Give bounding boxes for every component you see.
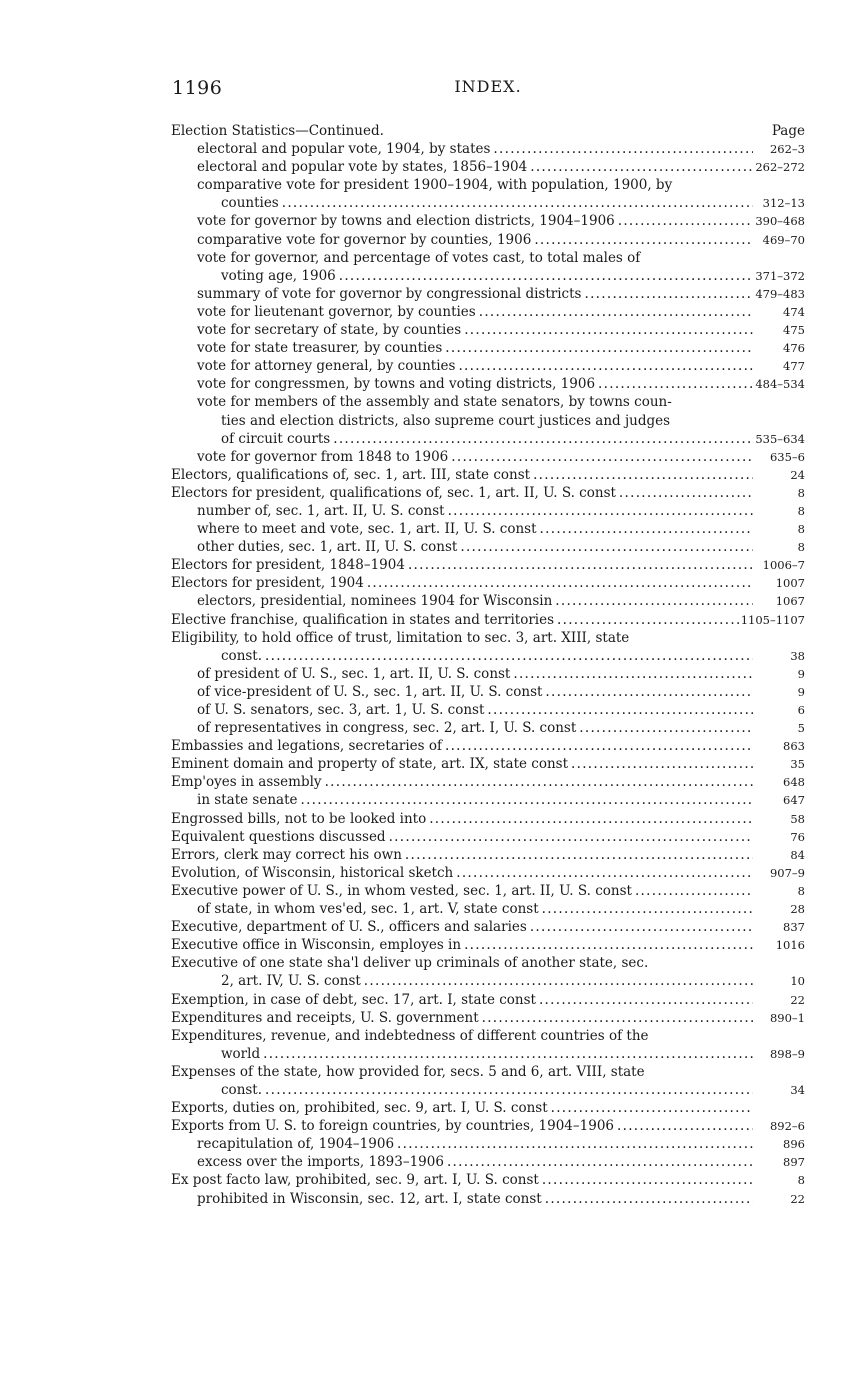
entry-text: prohibited in Wisconsin, sec. 12, art. I, state const <box>197 1190 542 1207</box>
entry-text: Executive of one state sha'l deliver up criminals of another state, sec. <box>171 955 649 972</box>
index-entry <box>171 194 805 212</box>
index-entry <box>171 339 805 357</box>
page-reference: 635–6 <box>769 449 805 464</box>
dot-leader <box>598 375 753 393</box>
index-entry <box>171 466 805 484</box>
index-entry <box>171 158 805 176</box>
index-entry <box>171 991 805 1009</box>
dot-leader <box>339 267 753 285</box>
page-reference: 535–634 <box>755 431 805 446</box>
page-reference: 863 <box>783 739 805 754</box>
entry-text: summary of vote for governor by congressional districts <box>197 285 582 302</box>
index-entry <box>171 520 805 538</box>
page-reference: 38 <box>790 648 805 663</box>
entry-text: Expenditures and receipts, U. S. government <box>171 1009 479 1026</box>
entry-text: Expenditures, revenue, and indebtedness of different countries of the <box>171 1027 649 1044</box>
index-entry <box>171 773 805 791</box>
index-entry <box>171 647 805 665</box>
dot-leader <box>539 991 753 1009</box>
page-reference: 34 <box>790 1082 805 1097</box>
page-reference: 262–3 <box>769 142 805 157</box>
page-reference: 476 <box>783 341 805 356</box>
index-entry <box>171 430 805 448</box>
entry-text: const. <box>221 647 263 664</box>
index-entry <box>171 1063 805 1081</box>
entry-text: Exemption, in case of debt, sec. 17, art. I, state const <box>171 991 536 1008</box>
index-entry <box>171 1117 805 1135</box>
page-reference: 907–9 <box>769 865 805 880</box>
dot-leader <box>408 556 753 574</box>
dot-leader <box>451 448 753 466</box>
entry-text: of circuit courts <box>221 430 331 447</box>
page-reference: 475 <box>783 323 805 338</box>
index-entry <box>171 592 805 610</box>
index-entry <box>171 393 805 411</box>
dot-leader <box>301 791 754 809</box>
dot-leader <box>333 430 753 448</box>
dot-leader <box>557 611 739 629</box>
dot-leader <box>265 647 753 665</box>
entry-text: vote for governor by towns and election districts, 1904–1906 <box>197 213 615 230</box>
page-reference: 898–9 <box>769 1046 805 1061</box>
page-reference: 1016 <box>775 938 805 953</box>
index-entry <box>171 538 805 556</box>
entry-text: where to meet and vote, sec. 1, art. II, U. S. const <box>197 521 537 538</box>
dot-leader <box>619 484 753 502</box>
entry-text: comparative vote for governor by counties, 1906 <box>197 231 532 248</box>
index-entry <box>171 502 805 520</box>
page-reference: 477 <box>783 359 805 374</box>
dot-leader <box>405 846 753 864</box>
entry-text: Embassies and legations, secretaries of <box>171 738 442 755</box>
page-reference: 1067 <box>775 594 805 609</box>
entry-text: Engrossed bills, not to be looked into <box>171 810 427 827</box>
entry-text: of state, in whom ves'ed, sec. 1, art. V, state const <box>197 901 539 918</box>
section-heading: Election Statistics—Continued. <box>171 123 384 139</box>
dot-leader <box>530 158 753 176</box>
dot-leader <box>456 864 753 882</box>
index-entry <box>171 864 805 882</box>
page-reference: 58 <box>790 811 805 826</box>
entry-text: Evolution, of Wisconsin, historical sketch <box>171 864 454 881</box>
dot-leader <box>460 538 753 556</box>
page-reference: 35 <box>790 757 805 772</box>
index-entry <box>171 1171 805 1189</box>
dot-leader <box>448 502 753 520</box>
page-reference: 647 <box>783 793 805 808</box>
index-list <box>171 122 805 1208</box>
entry-text: 2, art. IV, U. S. const <box>221 973 361 990</box>
entry-text: voting age, 1906 <box>221 267 336 284</box>
entry-text: vote for state treasurer, by counties <box>197 340 443 357</box>
index-entry <box>171 629 805 647</box>
index-entry <box>171 665 805 683</box>
index-entry <box>171 755 805 773</box>
entry-text: in state senate <box>197 792 298 809</box>
dot-leader <box>551 1099 753 1117</box>
entry-text: electoral and popular vote by states, 1856–1904 <box>197 159 528 176</box>
entry-text: recapitulation of, 1904–1906 <box>197 1136 395 1153</box>
entry-text: Exports from U. S. to foreign countries, by countries, 1904–1906 <box>171 1118 615 1135</box>
page-reference: 479–483 <box>755 286 805 301</box>
dot-leader <box>482 1009 753 1027</box>
page-reference: 1105–1107 <box>740 612 805 627</box>
dot-leader <box>618 212 753 230</box>
page-reference: 76 <box>790 829 805 844</box>
page-reference: 22 <box>790 1191 805 1206</box>
dot-leader <box>325 773 753 791</box>
index-entry <box>171 1009 805 1027</box>
page-reference: 390–468 <box>755 214 805 229</box>
index-entry <box>171 611 805 629</box>
index-entry <box>171 846 805 864</box>
dot-leader <box>364 972 753 990</box>
entry-text: Eligibility, to hold office of trust, limitation to sec. 3, art. XIII, state <box>171 629 630 646</box>
page-reference: 1006–7 <box>762 558 805 573</box>
index-entry <box>171 176 805 194</box>
index-entry <box>171 810 805 828</box>
entry-text: of U. S. senators, sec. 3, art. 1, U. S. const <box>197 702 485 718</box>
index-entry <box>171 267 805 285</box>
dot-leader <box>445 339 753 357</box>
entry-text: Electors for president, qualifications of, sec. 1, art. II, U. S. const <box>171 484 616 501</box>
page-reference: 9 <box>797 684 805 699</box>
dot-leader <box>540 520 753 538</box>
entry-text: vote for congressmen, by towns and voting districts, 1906 <box>197 376 596 393</box>
page-reference: 6 <box>797 703 805 717</box>
dot-leader <box>555 592 753 610</box>
index-entry <box>171 303 805 321</box>
dot-leader <box>464 321 753 339</box>
dot-leader <box>479 303 753 321</box>
index-entry <box>171 737 805 755</box>
dot-leader <box>389 828 753 846</box>
entry-text: Electors, qualifications of, sec. 1, art. III, state const <box>171 466 531 483</box>
dot-leader <box>397 1135 753 1153</box>
index-entry <box>171 357 805 375</box>
page-number: 1196 <box>172 77 223 99</box>
entry-text: vote for lieutenant governor, by counties <box>197 303 476 320</box>
entry-text: of vice-president of U. S., sec. 1, art. II, U. S. const <box>197 683 543 700</box>
index-entry <box>171 285 805 303</box>
index-entry <box>171 701 805 719</box>
dot-leader <box>579 719 753 737</box>
dot-leader <box>282 194 753 212</box>
entry-text: excess over the imports, 1893–1906 <box>197 1154 444 1171</box>
entry-text: Executive power of U. S., in whom vested, sec. 1, art. II, U. S. const <box>171 882 632 899</box>
dot-leader <box>545 1190 753 1208</box>
entry-text: Expenses of the state, how provided for, secs. 5 and 6, art. VIII, state <box>171 1063 645 1080</box>
page-reference: 1007 <box>775 576 805 591</box>
page-reference: 10 <box>790 974 805 989</box>
page-reference: 8 <box>797 503 805 518</box>
entry-text: Elective franchise, qualification in states and territories <box>171 611 555 628</box>
dot-leader <box>429 810 753 828</box>
page-reference: 371–372 <box>755 268 805 283</box>
index-entry <box>171 412 805 430</box>
dot-leader <box>464 936 753 954</box>
index-entry <box>171 231 805 249</box>
dot-leader <box>534 231 753 249</box>
entry-text: comparative vote for president 1900–1904, with population, 1900, by <box>197 177 673 194</box>
page-reference: 8 <box>797 540 805 555</box>
page-reference: 484–534 <box>755 377 805 392</box>
index-entry <box>171 1135 805 1153</box>
page-reference: 890–1 <box>769 1010 805 1025</box>
dot-leader <box>542 1171 753 1189</box>
page-reference: 28 <box>790 902 805 917</box>
dot-leader <box>533 466 753 484</box>
page-reference: 8 <box>797 522 805 537</box>
index-entry <box>171 1081 805 1099</box>
page-reference: 5 <box>797 721 805 736</box>
entry-text: vote for governor from 1848 to 1906 <box>197 448 449 465</box>
index-entry <box>171 1045 805 1063</box>
entry-text: vote for secretary of state, by counties <box>197 322 462 339</box>
index-entry <box>171 1099 805 1117</box>
entry-text: counties <box>221 195 279 212</box>
index-entry <box>171 918 805 936</box>
index-entry <box>171 828 805 846</box>
dot-leader <box>545 683 753 701</box>
index-entry <box>171 791 805 809</box>
entry-text: Emp'oyes in assembly <box>171 774 322 791</box>
page-reference: 8 <box>797 485 805 500</box>
index-entry <box>171 1027 805 1045</box>
entry-text: Electors for president, 1848–1904 <box>171 557 405 574</box>
index-entry <box>171 321 805 339</box>
page-reference: 8 <box>797 1173 805 1188</box>
page-reference: 9 <box>797 666 805 681</box>
page-reference: 262–272 <box>755 160 805 175</box>
index-entry <box>171 936 805 954</box>
entry-text: vote for members of the assembly and state senators, by towns coun- <box>197 394 672 411</box>
dot-leader <box>617 1117 753 1135</box>
dot-leader <box>584 285 753 303</box>
entry-text: other duties, sec. 1, art. II, U. S. const <box>197 539 458 556</box>
index-entry <box>171 448 805 466</box>
entry-text: Errors, clerk may correct his own <box>171 846 402 863</box>
entry-text: electors, presidential, nominees 1904 for Wisconsin <box>197 593 553 610</box>
page-reference: 648 <box>783 775 805 790</box>
page-reference: 84 <box>790 847 805 862</box>
page-reference: 896 <box>783 1137 805 1152</box>
index-entry <box>171 900 805 918</box>
dot-leader <box>263 1045 753 1063</box>
index-entry <box>171 1153 805 1171</box>
page-reference: 474 <box>783 304 805 319</box>
dot-leader <box>513 665 753 683</box>
index-entry <box>171 719 805 737</box>
entry-text: Eminent domain and property of state, art. IX, state const <box>171 756 569 773</box>
entry-text: number of, sec. 1, art. II, U. S. const <box>197 502 445 519</box>
index-entry <box>171 954 805 972</box>
running-head: INDEX. <box>454 77 522 96</box>
entry-text: Executive office in Wisconsin, employes in <box>171 937 462 954</box>
dot-leader <box>458 357 753 375</box>
page-reference: 312–13 <box>762 196 805 211</box>
entry-text: electoral and popular vote, 1904, by states <box>197 141 491 158</box>
page-reference: 8 <box>797 883 805 898</box>
dot-leader <box>487 701 753 719</box>
dot-leader <box>493 140 753 158</box>
dot-leader <box>542 900 753 918</box>
page-reference: 22 <box>790 992 805 1007</box>
index-entry <box>171 574 805 592</box>
index-heading-row <box>171 122 805 140</box>
dot-leader <box>445 737 753 755</box>
page-column-label: Page <box>771 123 805 139</box>
dot-leader <box>530 918 753 936</box>
entry-text: Electors for president, 1904 <box>171 575 364 592</box>
page-reference: 24 <box>790 467 805 482</box>
index-entry <box>171 882 805 900</box>
entry-text: world <box>221 1045 261 1062</box>
index-entry <box>171 140 805 158</box>
dot-leader <box>265 1081 753 1099</box>
index-entry <box>171 249 805 267</box>
page-reference: 892–6 <box>769 1119 805 1134</box>
page-reference: 469–70 <box>762 232 805 247</box>
index-entry <box>171 212 805 230</box>
dot-leader <box>635 882 753 900</box>
page-reference: 837 <box>783 920 805 935</box>
dot-leader <box>447 1153 753 1171</box>
entry-text: const. <box>221 1081 263 1098</box>
entry-text: vote for attorney general, by counties <box>197 358 456 375</box>
entry-text: vote for governor, and percentage of votes cast, to total males of <box>197 249 641 266</box>
index-entry <box>171 683 805 701</box>
entry-text: of president of U. S., sec. 1, art. II, U. S. const <box>197 665 511 682</box>
dot-leader <box>367 574 753 592</box>
entry-text: Exports, duties on, prohibited, sec. 9, art. I, U. S. const <box>171 1100 548 1117</box>
entry-text: of representatives in congress, sec. 2, art. I, U. S. const <box>197 720 577 737</box>
entry-text: Equivalent questions discussed <box>171 828 386 845</box>
dot-leader <box>571 755 753 773</box>
index-entry <box>171 484 805 502</box>
entry-text: ties and election districts, also supreme court justices and judges <box>221 412 671 429</box>
index-entry <box>171 972 805 990</box>
index-entry <box>171 375 805 393</box>
page-reference: 897 <box>783 1155 805 1170</box>
entry-text: Ex post facto law, prohibited, sec. 9, art. I, U. S. const <box>171 1172 539 1189</box>
entry-text: Executive, department of U. S., officers and salaries <box>171 919 527 936</box>
index-entry <box>171 556 805 574</box>
index-entry <box>171 1190 805 1208</box>
